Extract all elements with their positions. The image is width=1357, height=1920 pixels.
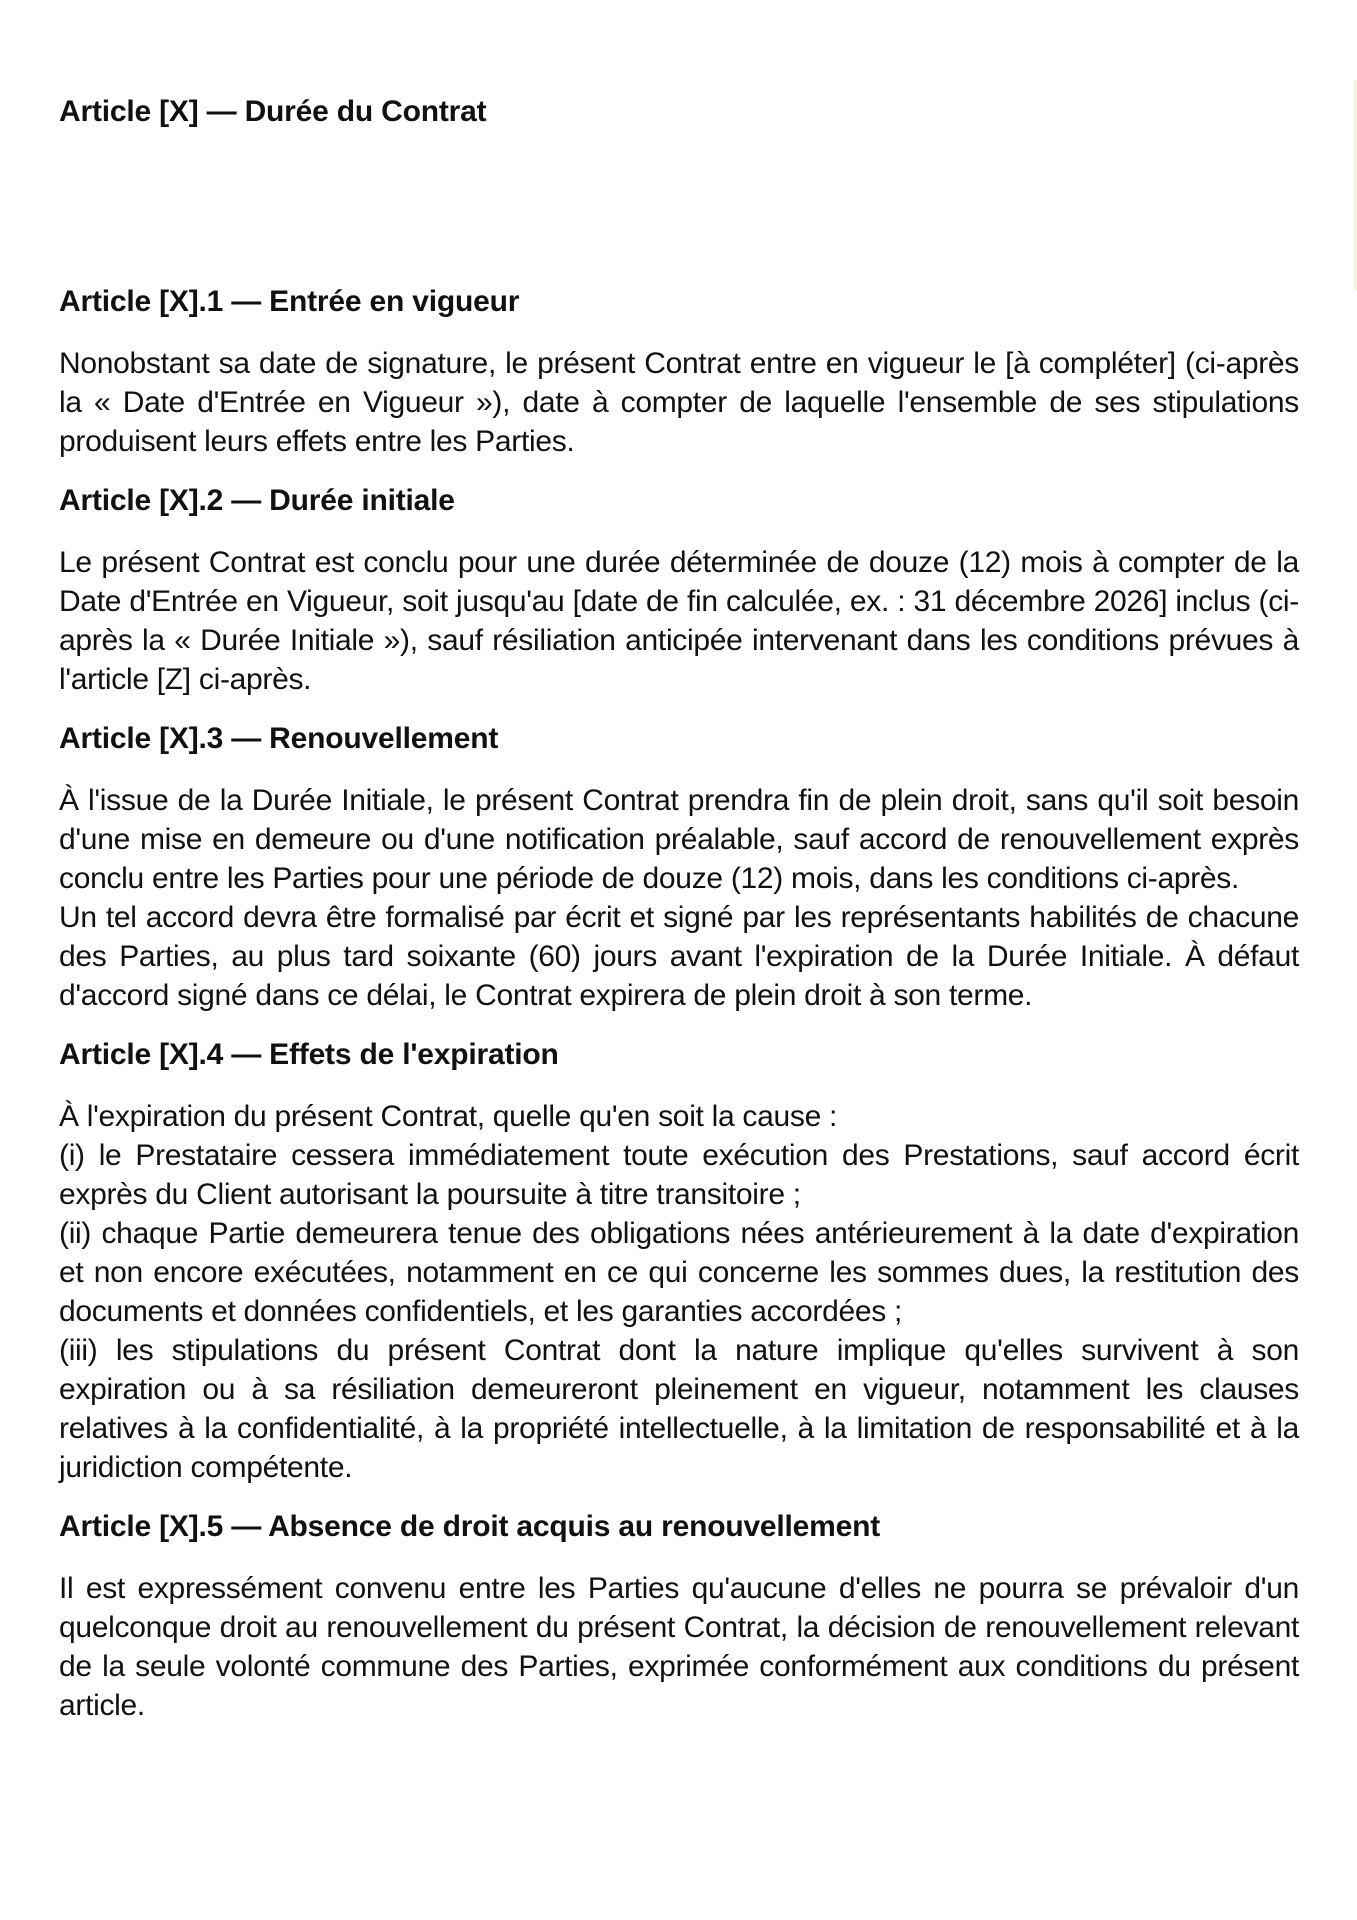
section-heading: Article [X].1 — Entrée en vigueur	[59, 285, 520, 318]
section-absence-droit-acquis	[59, 1507, 1299, 1725]
section-entree-en-vigueur	[59, 282, 1299, 461]
section-paragraph: Il est expressément convenu entre les Parties qu'aucune d'elles ne pourra se prévaloir d'un quelconque droit au renouvellement du présent Contrat, la décision de renouvellement relevant de la seule volonté commune des Parties, exprimée conformément aux conditions du présent article.	[59, 1572, 1299, 1722]
section-paragraph: Nonobstant sa date de signature, le présent Contrat entre en vigueur le [à compléter] (ci-après la « Date d'Entrée en Vigueur »), date à compter de laquelle l'ensemble de ses stipulations produisent leurs effets entre les Parties.	[59, 347, 1299, 458]
section-heading: Article [X].2 — Durée initiale	[59, 484, 455, 517]
list-item: (iii) les stipulations du présent Contrat dont la nature implique qu'elles survivent à son expiration ou à sa résiliation demeureront pleinement en vigueur, notamment les clauses relatives à la confidentialité, à la propriété intellectuelle, à la limitation de responsabilité et à la juridiction compétente.	[59, 1334, 1299, 1484]
section-heading: Article [X].5 — Absence de droit acquis au renouvellement	[59, 1510, 881, 1543]
section-paragraph: Un tel accord devra être formalisé par écrit et signé par les représentants habilités de chacune des Parties, au plus tard soixante (60) jours avant l'expiration de la Durée Initiale. À défaut d'accord signé dans ce délai, le Contrat expirera de plein droit à son terme.	[59, 901, 1299, 1012]
section-paragraph: À l'expiration du présent Contrat, quelle qu'en soit la cause :	[59, 1100, 838, 1133]
section-heading: Article [X].4 — Effets de l'expiration	[59, 1038, 559, 1071]
document-title: Article [X] — Durée du Contrat	[59, 95, 487, 128]
document-page	[59, 92, 1299, 1745]
list-item: (i) le Prestataire cessera immédiatement toute exécution des Prestations, sauf accord écrit exprès du Client autorisant la poursuite à titre transitoire ;	[59, 1139, 1299, 1211]
section-duree-initiale	[59, 481, 1299, 699]
section-effets-expiration	[59, 1035, 1299, 1487]
section-renouvellement	[59, 719, 1299, 1015]
section-heading: Article [X].3 — Renouvellement	[59, 722, 499, 755]
section-paragraph: Le présent Contrat est conclu pour une durée déterminée de douze (12) mois à compter de la Date d'Entrée en Vigueur, soit jusqu'au [date de fin calculée, ex. : 31 décembre 2026] inclus (ci-après la « Durée Initiale »), sauf résiliation anticipée intervenant dans les conditions prévues à l'article [Z] ci-après.	[59, 546, 1299, 696]
list-item: (ii) chaque Partie demeurera tenue des obligations nées antérieurement à la date d'expiration et non encore exécutées, notamment en ce qui concerne les sommes dues, la restitution des documents et données confidentiels, et les garanties accordées ;	[59, 1217, 1299, 1328]
section-paragraph: À l'issue de la Durée Initiale, le présent Contrat prendra fin de plein droit, sans qu'il soit besoin d'une mise en demeure ou d'une notification préalable, sauf accord de renouvellement exprès conclu entre les Parties pour une période de douze (12) mois, dans les conditions ci-après.	[59, 784, 1299, 895]
